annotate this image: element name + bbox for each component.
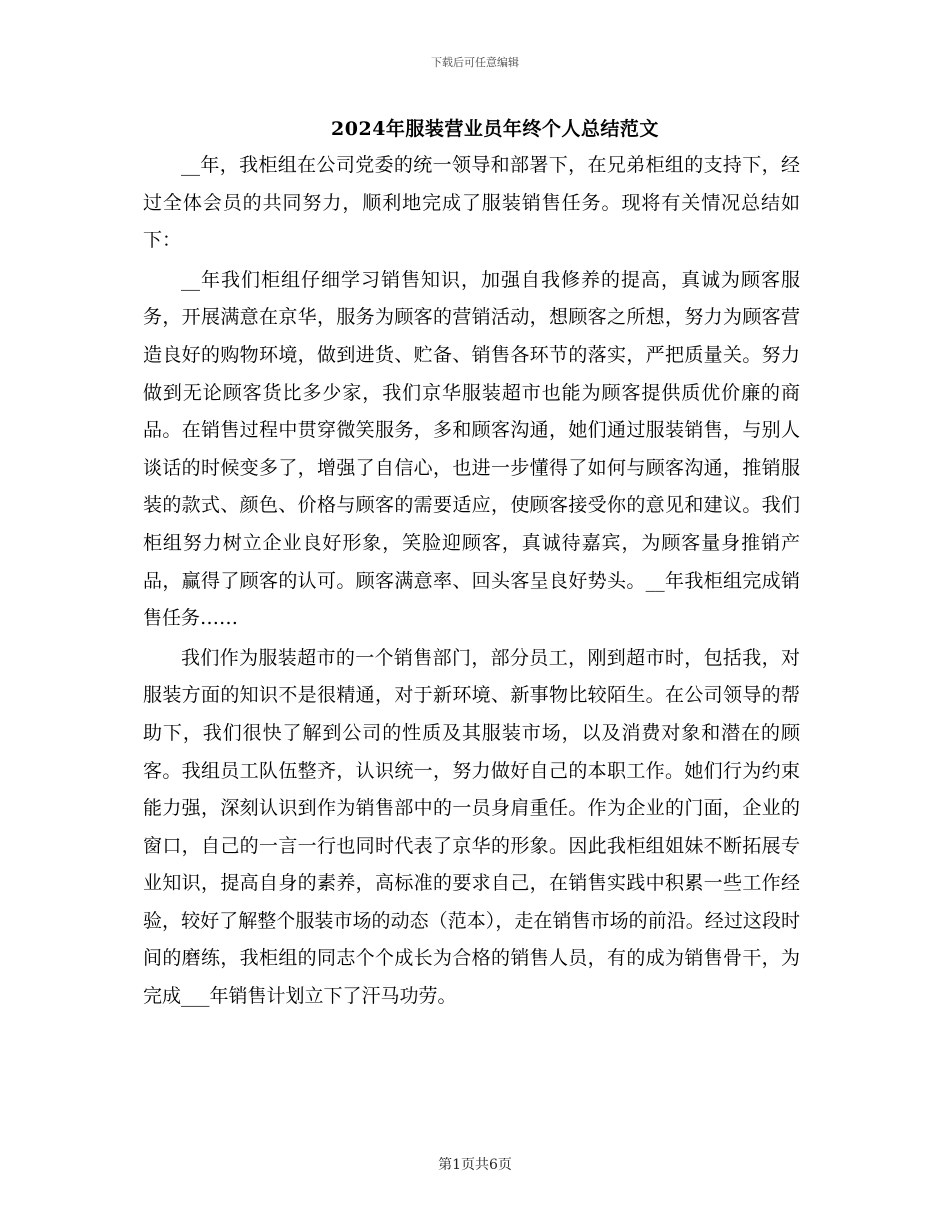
header-note: 下载后可任意编辑 [431,56,519,69]
document-title: 2024年服装营业员年终个人总结范文 [331,118,659,140]
paragraph-sales-work: __年我们柜组仔细学习销售知识，加强自我修养的提高，真诚为顾客服务，开展满意在京华，服务为顾客的营销活动，想顾客之所想，努力为顾客营造良好的购物环境，做到进货、贮备、销售各环节的落实，严把质量关。努力做到无论顾客货比多少家，我们京华服装超市也能为顾客提供质优价廉的商品。在销售过程中贯穿微笑服务，多和顾客沟通，她们通过服装销售，与别人谈话的时候变多了，增强了自信心，也进一步懂得了如何与顾客沟通，推销服装的款式、颜色、价格与顾客的需要适应，使顾客接受你的意见和建议。我们柜组努力树立企业良好形象，笑脸迎顾客，真诚待嘉宾，为顾客量身推销产品，赢得了顾客的认可。顾客满意率、回头客呈良好势头。__年我柜组完成销售任务…… [143,268,800,630]
paragraph-intro: __年，我柜组在公司党委的统一领导和部署下，在兄弟柜组的支持下，经过全体会员的共同努力，顺利地完成了服装销售任务。现将有关情况总结如下： [143,154,800,252]
paragraph-team-growth: 我们作为服装超市的一个销售部门，部分员工，刚到超市时，包括我，对服装方面的知识不是很精通，对于新环境、新事物比较陌生。在公司领导的帮助下，我们很快了解到公司的性质及其服装市场，以及消费对象和潜在的顾客。我组员工队伍整齐，认识统一，努力做好自己的本职工作。她们行为约束能力强，深刻认识到作为销售部中的一员身肩重任。作为企业的门面，企业的窗口，自己的一言一行也同时代表了京华的形象。因此我柜组姐妹不断拓展专业知识，提高自身的素养，高标准的要求自己，在销售实践中积累一些工作经验，较好了解整个服装市场的动态（范本），走在销售市场的前沿。经过这段时间的磨练，我柜组的同志个个成长为合格的销售人员，有的成为销售骨干，为完成___年销售计划立下了汗马功劳。 [143,646,800,1008]
page-number: 第1页共6页 [438,1157,512,1173]
document-body [143,147,800,1018]
